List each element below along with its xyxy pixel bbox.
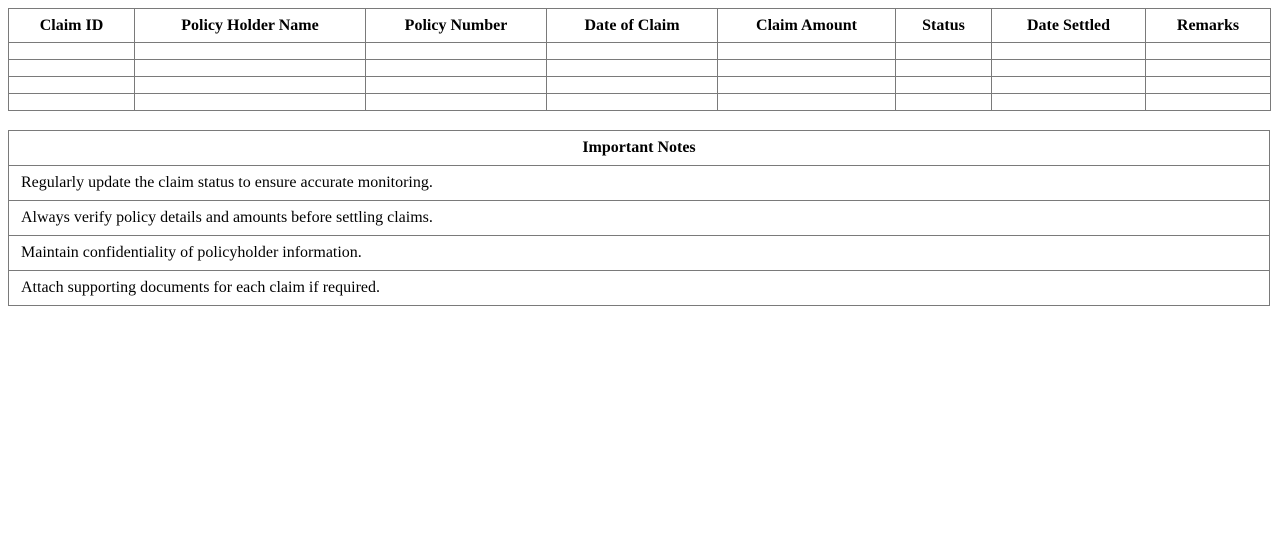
table-cell[interactable] (992, 43, 1146, 60)
table-cell[interactable] (135, 94, 366, 111)
table-cell[interactable] (718, 60, 896, 77)
table-cell[interactable] (896, 94, 992, 111)
table-cell[interactable] (1146, 77, 1271, 94)
table-row (9, 77, 1271, 94)
table-cell[interactable] (9, 43, 135, 60)
note-text: Attach supporting documents for each claim if required. (9, 271, 1270, 306)
table-cell[interactable] (718, 77, 896, 94)
table-cell[interactable] (547, 60, 718, 77)
table-cell[interactable] (547, 77, 718, 94)
table-cell[interactable] (896, 77, 992, 94)
list-item (9, 166, 1270, 201)
table-cell[interactable] (366, 77, 547, 94)
table-cell[interactable] (135, 43, 366, 60)
table-cell[interactable] (547, 43, 718, 60)
note-text: Maintain confidentiality of policyholder information. (9, 236, 1270, 271)
table-cell[interactable] (896, 60, 992, 77)
table-cell[interactable] (366, 60, 547, 77)
table-row (9, 43, 1271, 60)
table-cell[interactable] (1146, 60, 1271, 77)
table-cell[interactable] (366, 94, 547, 111)
table-cell[interactable] (547, 94, 718, 111)
table-cell[interactable] (718, 43, 896, 60)
table-cell[interactable] (992, 60, 1146, 77)
note-text: Regularly update the claim status to ensure accurate monitoring. (9, 166, 1270, 201)
header-remarks: Remarks (1146, 9, 1271, 43)
claims-header-row (9, 9, 1271, 43)
notes-title: Important Notes (9, 131, 1270, 166)
list-item (9, 201, 1270, 236)
table-cell[interactable] (366, 43, 547, 60)
note-text: Always verify policy details and amounts before settling claims. (9, 201, 1270, 236)
table-cell[interactable] (896, 43, 992, 60)
table-cell[interactable] (135, 60, 366, 77)
table-row (9, 60, 1271, 77)
table-row (9, 94, 1271, 111)
table-cell[interactable] (1146, 94, 1271, 111)
list-item (9, 236, 1270, 271)
table-cell[interactable] (9, 77, 135, 94)
table-cell[interactable] (1146, 43, 1271, 60)
header-date-of-claim: Date of Claim (547, 9, 718, 43)
header-status: Status (896, 9, 992, 43)
table-cell[interactable] (992, 77, 1146, 94)
header-policy-number: Policy Number (366, 9, 547, 43)
header-policy-holder-name: Policy Holder Name (135, 9, 366, 43)
claims-table (8, 8, 1271, 111)
table-cell[interactable] (135, 77, 366, 94)
header-claim-id: Claim ID (9, 9, 135, 43)
table-cell[interactable] (9, 94, 135, 111)
notes-table (8, 130, 1270, 306)
table-cell[interactable] (718, 94, 896, 111)
notes-header-row (9, 131, 1270, 166)
header-claim-amount: Claim Amount (718, 9, 896, 43)
list-item (9, 271, 1270, 306)
table-cell[interactable] (9, 60, 135, 77)
header-date-settled: Date Settled (992, 9, 1146, 43)
table-cell[interactable] (992, 94, 1146, 111)
